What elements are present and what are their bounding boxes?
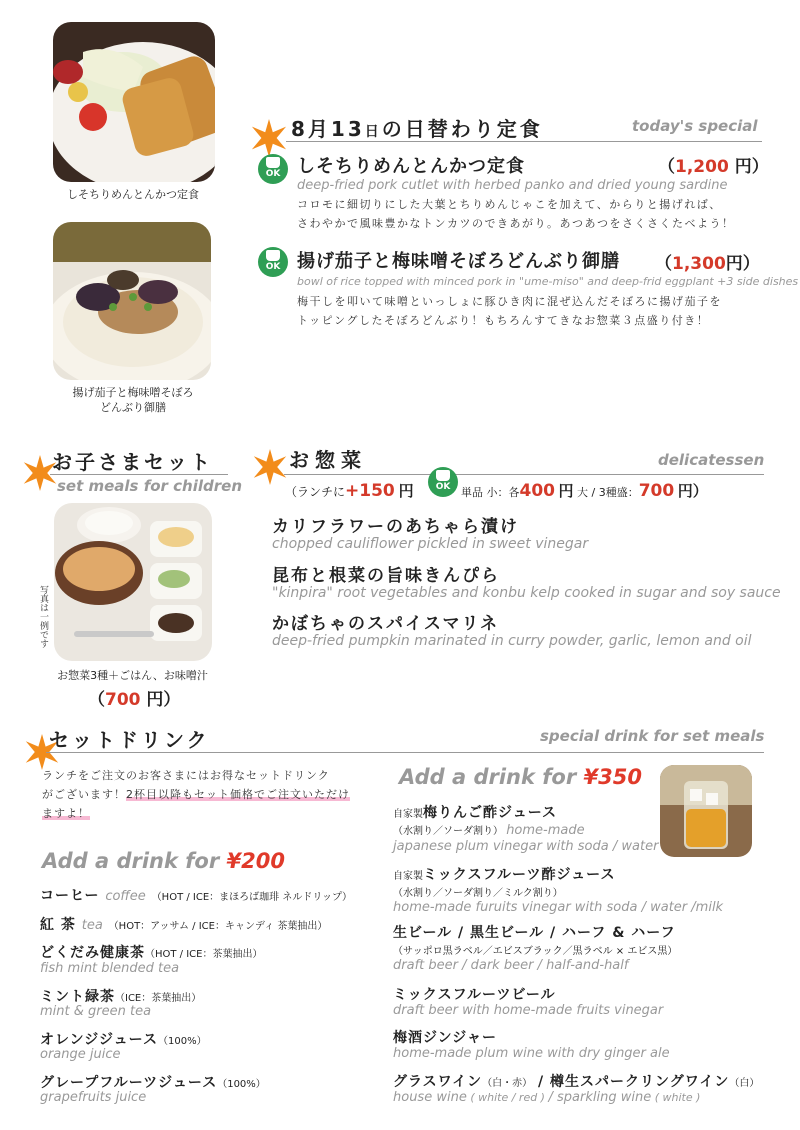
deli-lunch-price: +150: [345, 481, 395, 501]
deli-item-en: deep-fried pumpkin marinated in curry powder, garlic, lemon and oil: [272, 633, 752, 649]
kids-title-en: set meals for children: [57, 477, 243, 495]
deli-lunch-yen: 円: [398, 482, 414, 500]
drink-item-grapefruit: [40, 1072, 266, 1092]
add-drink-200-price: ¥200: [226, 849, 285, 873]
drink-en: house wine: [393, 1090, 467, 1105]
special-title-month: 8: [291, 117, 308, 141]
kids-rule: [50, 474, 228, 475]
drink-note: （HOT / ICE：茶葉抽出）: [145, 949, 263, 960]
deli-title: お惣菜: [289, 448, 367, 472]
drinks-title-en: special drink for set meals: [540, 727, 765, 745]
drink-en: draft beer with home-made fruits vinegar: [393, 1003, 664, 1018]
drink-item-ume-apple: [393, 802, 557, 822]
deli-small-price: 400: [519, 481, 555, 501]
drink-item-wine: [393, 1071, 759, 1091]
drink-note: （ICE：茶葉抽出）: [115, 993, 202, 1004]
drink-name: オレンジジュース: [40, 1032, 158, 1048]
kids-title: お子さまセット: [52, 450, 213, 474]
drink-note: （白・赤）: [482, 1078, 533, 1089]
drink-item-dokudami: [40, 942, 262, 962]
orange-star-icon: [250, 119, 288, 157]
deli-single-label: 単品 小：各: [461, 486, 520, 499]
drink-item-beer: 生ビール / 黒生ビール / ハーフ & ハーフ: [393, 925, 676, 941]
drink-en: home-made plum wine with dry ginger ale: [393, 1046, 670, 1061]
special-title: [291, 113, 543, 142]
dish2-price-value: 1,300: [672, 254, 726, 274]
dish2-desc-line2: トッピングしたそぼろどんぶり！もちろんすてきなお惣菜３点盛り付き！: [297, 314, 710, 327]
kids-set-price-yen: 円: [146, 690, 164, 710]
photo1-caption: しそちりめんとんかつ定食: [67, 188, 199, 201]
deli-large-price: 700: [638, 481, 675, 501]
drinks-intro-line3: ますよ！: [42, 807, 90, 820]
drink-note: （白）: [729, 1078, 760, 1089]
takeout-cup-icon: [266, 250, 280, 261]
special-title-rest: の日替わり定食: [381, 117, 543, 141]
eggplant-bowl-photo: [53, 222, 211, 380]
drinks-intro-line1: ランチをご注文のお客さまにはお得なセットドリンク: [42, 769, 330, 782]
drink-name: グラスワイン: [393, 1074, 483, 1090]
deli-lunch-prefix: （ランチに: [285, 485, 346, 499]
dish1-price-value: 1,200: [675, 157, 729, 177]
drinks-rule: [46, 752, 764, 753]
takeout-cup-icon: [266, 157, 280, 168]
deli-price-line: [285, 480, 414, 501]
special-title-en: today's special: [632, 117, 758, 135]
kids-set-caption: お惣菜3種＋ごはん、お味噌汁: [57, 669, 208, 682]
drink-item-coffee: [40, 885, 352, 905]
drink-item-umeshu-ginger: 梅酒ジンジャー: [393, 1030, 498, 1046]
drink-note: （水割り／ソーダ割り）: [393, 826, 503, 837]
takeout-ok-badge: [258, 154, 288, 184]
deli-large-yen: 円）: [677, 482, 708, 500]
drink-note: （HOT：アッサム / ICE：キャンディ 茶葉抽出）: [108, 921, 328, 932]
photo2-caption-line1: 揚げ茄子と梅味噌そぼろ: [72, 386, 194, 399]
drink-en-inline: tea: [81, 918, 103, 933]
drinks-intro: [42, 766, 350, 823]
drink-note: （100%）: [157, 1036, 207, 1047]
add-drink-350-prefix: Add a drink for: [399, 765, 584, 789]
deli-item-name: 昆布と根菜の旨味きんぴら: [272, 566, 500, 586]
takeout-cup-icon: [436, 470, 450, 481]
add-drink-350-title: [399, 765, 642, 789]
drinks-intro-highlight: 2杯目以降もセット価格でご注文いただけ: [126, 788, 350, 801]
drink-en: grapefruits juice: [40, 1090, 147, 1105]
tonkatsu-photo: [53, 22, 215, 182]
takeout-ok-label: OK: [435, 482, 451, 492]
dish1-desc-line1: コロモに細切りにした大葉とちりめんじゃこを加えて、からりと揚げれば、: [297, 198, 722, 211]
deli-rule: [284, 474, 764, 475]
drink-en: fish mint blended tea: [40, 961, 180, 976]
takeout-ok-badge: [428, 467, 458, 497]
photo2-caption: [43, 385, 223, 415]
drink-en-wine: [393, 1090, 700, 1105]
special-title-day-unit: 日: [364, 124, 382, 140]
drink-name: / 樽生スパークリングワイン: [532, 1074, 730, 1090]
drink-item-tea: [40, 914, 327, 934]
drink-item-fruit-beer: ミックスフルーツビール: [393, 987, 556, 1003]
drink-name: グレープフルーツジュース: [40, 1075, 218, 1091]
drink-en: home-made furuits vinegar with soda / water /milk: [393, 900, 724, 915]
takeout-ok-label: OK: [265, 169, 281, 179]
dish1-en: deep-fried pork cutlet with herbed panko and dried young sardine: [297, 178, 728, 193]
deli-item-name: カリフラワーのあちゃら漬け: [272, 517, 519, 537]
drinks-title: セットドリンク: [49, 728, 210, 752]
dish1-desc-line2: さわやかで風味豊かなトンカツのできあがり。あつあつをさくさくたべよう！: [297, 217, 735, 230]
special-title-month-unit: 月: [307, 117, 331, 141]
drink-note: （HOT / ICE：まほろば珈琲 ネルドリップ）: [151, 892, 353, 903]
drink-en: japanese plum vinegar with soda / water: [393, 839, 659, 854]
drink-en-inline: coffee: [105, 889, 146, 904]
takeout-ok-badge: [258, 247, 288, 277]
drink-en: / sparkling wine: [548, 1090, 652, 1105]
special-title-day: 13: [330, 117, 365, 141]
dish2-name: 揚げ茄子と梅味噌そぼろどんぶり御膳: [297, 251, 620, 272]
drink-name: どくだみ健康茶: [40, 945, 145, 961]
dish2-en: bowl of rice topped with minced pork in "ume-miso" and deep-frid eggplant +3 side dishes: [297, 275, 799, 288]
drink-item-orange: [40, 1029, 207, 1049]
add-drink-350-price: ¥350: [583, 765, 642, 789]
drink-name: ミックスフルーツ酢ジュース: [423, 867, 616, 883]
drink-name: ミント緑茶: [40, 989, 115, 1005]
dish2-price: （1,300円）: [655, 254, 760, 274]
drinks-intro-line2: [42, 785, 350, 804]
deli-small-yen: 円: [558, 482, 574, 500]
deli-item-en: chopped cauliflower pickled in sweet vinegar: [272, 536, 589, 552]
drink-en-note: ( white / red ): [466, 1091, 549, 1104]
drink-name: コーヒー: [40, 888, 100, 904]
drink-item-mint-tea: [40, 986, 201, 1006]
special-rule: [286, 141, 762, 142]
dish1-price: （1,200 円）: [658, 157, 769, 177]
drink-en: draft beer / dark beer / half-and-half: [393, 958, 629, 973]
drink-glass-photo: [660, 765, 752, 857]
photo-example-note: 写真は一例です: [38, 585, 48, 648]
drinks-intro-line2a: がございます！: [42, 788, 126, 801]
drink-note: （水割り／ソーダ割り／ミルク割り）: [393, 888, 563, 899]
dish2-desc: [297, 292, 722, 330]
drink-item-mixfruit-vinegar: [393, 864, 615, 884]
dish2-price-yen: 円: [725, 254, 743, 274]
drink-en-note: ( white ): [651, 1091, 701, 1104]
drink-en: home-made: [506, 823, 585, 838]
deli-item-name: かぼちゃのスパイスマリネ: [272, 614, 500, 634]
deli-item-en: "kinpira" root vegetables and konbu kelp cooked in sugar and soy sauce: [272, 585, 781, 601]
add-drink-200-title: [42, 849, 285, 873]
dish1-name: しそちりめんとんかつ定食: [297, 156, 525, 177]
deli-single-price: [461, 480, 708, 501]
deli-title-en: delicatessen: [658, 451, 765, 469]
drink-prefix: 自家製: [393, 871, 423, 882]
dish1-price-yen: 円: [734, 157, 752, 177]
orange-star-icon: [252, 449, 288, 485]
kids-set-photo: [54, 503, 212, 661]
kids-set-price-value: 700: [105, 690, 141, 710]
drink-prefix: 自家製: [393, 809, 423, 820]
drink-note: （100%）: [217, 1079, 266, 1090]
dish1-desc: [297, 195, 735, 233]
drink-name: 紅 茶: [40, 917, 76, 933]
deli-large-label: 大 / 3種盛：: [577, 486, 639, 499]
dish2-desc-line1: 梅干しを叩いて味噌といっしょに豚ひき肉に混ぜ込んだそぼろに揚げ茄子を: [297, 295, 722, 308]
add-drink-200-prefix: Add a drink for: [42, 849, 227, 873]
drink-r1-sub: [393, 822, 585, 838]
kids-set-price: （700 円）: [88, 690, 181, 710]
drink-en: mint & green tea: [40, 1004, 152, 1019]
drink-en: orange juice: [40, 1047, 121, 1062]
takeout-ok-label: OK: [265, 262, 281, 272]
photo2-caption-line2: どんぶり御膳: [100, 401, 166, 414]
drink-note: （サッポロ黒ラベル／エビスブラック／黒ラベル × エビス黒）: [393, 946, 678, 957]
drink-name: 梅りんご酢ジュース: [423, 805, 558, 821]
